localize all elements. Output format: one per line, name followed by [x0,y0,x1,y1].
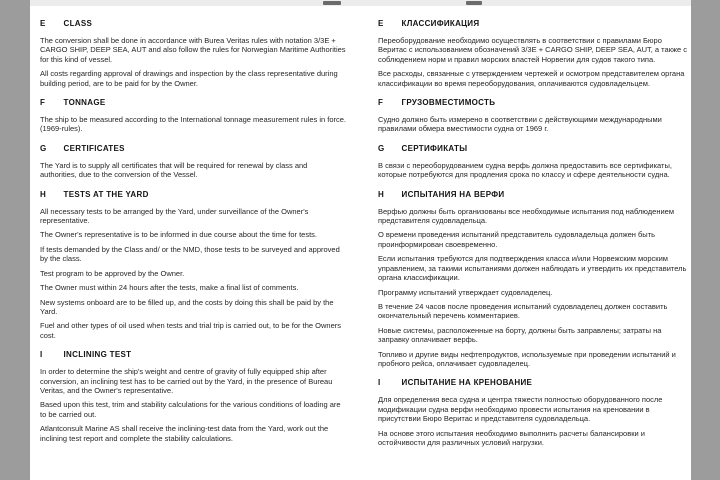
paragraph: In order to determine the ship's weight and centre of gravity of fully equipped ship after conversion, an inclining test has to be carried out by the Yard, in the presence of Bureau Veritas, and the Owner's representative. [40,367,333,395]
section-heading [40,98,346,107]
paragraph: If tests demanded by the Class and/ or the NMD, those tests to be surveyed and approved by the class. [40,244,340,264]
section-russian-e [378,19,689,88]
paragraph: The ship to be measured according to the International tonnage measurement rules in force.(1969-rules). [40,115,347,134]
paragraph: Переоборудование необходимо осуществлять в соответствии с правилами Бюро Веритас с использованием обозначений 3/3E + CARGO SHIP, DEEP SEA, AUT, а также с соблюдением норм и правил морских властей Норвегии для судов такого типа. [378,36,687,64]
section-letter: G [378,143,385,153]
paragraph: В течение 24 часов после проведения испытаний судовладелец должен составить окончательный перечень комментариев. [378,301,668,321]
paragraph: The Owner's representative is to be informed in due course about the time for tests. [40,230,317,240]
section-letter: E [378,19,384,28]
section-heading [40,19,346,28]
paragraph: The Owner must within 24 hours after the tests, make a final list of comments. [40,283,299,293]
section-letter: H [40,189,47,199]
column-english [40,19,346,452]
section-title: ИСПЫТАНИЕ НА КРЕНОВАНИЕ [401,378,533,388]
paragraph: Новые системы, расположенные на борту, должны быть заправлены; затраты на заправку оплачивает верфь. [378,325,662,345]
section-heading [40,190,346,199]
section-english-h [40,190,346,340]
section-russian-i [378,378,689,447]
section-title: КЛАССИФИКАЦИЯ [401,19,480,28]
paragraph: All costs regarding approval of drawings and inspection by the class representative during building period, are to be paid for by the Owner. [40,69,338,88]
section-letter: F [40,98,46,108]
section-english-i [40,350,346,443]
section-title: СЕРТИФИКАТЫ [401,143,468,153]
paragraph: Топливо и другие виды нефтепродуктов, используемые при проведении испытаний и пробного рейса, оплачивает судовладелец. [378,349,676,368]
section-heading [40,350,346,359]
section-heading [378,98,689,107]
paragraph: Если испытания требуются для подтверждения класса и/или Норвежским морским управлением, за такими испытаниями должен наблюдать и утвердить их представитель органа классификации. [378,254,687,283]
section-heading [40,144,346,153]
section-heading [378,190,689,199]
paragraph: Для определения веса судна и центра тяжести полностью оборудованного после модификации судна верфи необходимо провести испытания на креновании в присутствии Бюро Веритас и представителя судовладельца. [378,395,663,424]
section-title: INCLINING TEST [63,350,132,360]
section-russian-g [378,144,689,180]
paragraph: All necessary tests to be arranged by the Yard, under surveillance of the Owner's representative. [40,206,309,226]
section-english-f [40,98,346,134]
paragraph: Atlantconsult Marine AS shall receive the inclining-test data from the Yard, work out the inclining test report and complete the stability calculations. [40,424,329,443]
paragraph: На основе этого испытания необходимо выполнить расчеты балансировки и остойчивости для различных условий нагрузки. [378,428,645,447]
paragraph: Fuel and other types of oil used when tests and trial trip is carried out, to be for the Owners cost. [40,321,341,340]
section-title: CERTIFICATES [63,143,125,153]
ui-fragment-icon [323,1,341,5]
paragraph: Based upon this test, trim and stability calculations for the various conditions of loading are to be carried out. [40,400,341,419]
paragraph: О времени проведения испытаний представитель судовладельца должен быть проинформирован своевременно. [378,230,656,249]
section-english-g [40,144,346,180]
section-heading [378,378,689,387]
section-title: CLASS [63,19,93,28]
section-letter: I [378,378,381,388]
section-title: TONNAGE [63,98,106,108]
section-english-e [40,19,346,88]
document-page [30,6,691,480]
section-letter: E [40,19,46,28]
paragraph: В связи с переоборудованием судна верфь должна предоставить все сертификаты, которые потребуются для продления срока по классу и сфере деятельности судна. [378,160,672,180]
section-russian-f [378,98,689,134]
paragraph: The conversion shall be done in accordance with Burea Veritas rules with notation 3/3E + CARGO SHIP, DEEP SEA, AUT and also follow the rules for Norwegian Maritime Authorities for this kind of vessel. [40,36,346,64]
section-letter: I [40,350,43,360]
paragraph: Верфью должны быть организованы все необходимые испытания под наблюдением представителя судовладельца. [378,206,674,226]
section-letter: G [40,143,47,153]
paragraph: Test program to be approved by the Owner. [40,268,185,278]
section-heading [378,19,689,28]
section-russian-h [378,190,689,369]
paragraph: Судно должно быть измерено в соответствии с действующими международными правилами обмера вместимости судна от 1969 г. [378,115,662,134]
section-letter: F [378,98,384,108]
section-title: ГРУЗОВМЕСТИМОСТЬ [401,98,496,108]
section-title: ИСПЫТАНИЯ НА ВЕРФИ [401,189,505,199]
paragraph: Все расходы, связанные с утверждением чертежей и осмотром представителем органа классификации во время переоборудования, оплачиваются судовладельцем. [378,69,685,88]
paragraph: New systems onboard are to be filled up, and the costs by doing this shall be paid by the Yard. [40,297,334,316]
two-column-layout [30,6,691,452]
section-title: TESTS AT THE YARD [63,189,149,199]
column-russian [378,19,689,452]
section-heading [378,144,689,153]
ui-fragment-icon [466,1,482,5]
paragraph: The Yard is to supply all certificates that will be required for renewal by class and authorities, due to the conversion of the Vessel. [40,160,308,180]
top-edge-strip [30,0,691,6]
paragraph: Программу испытаний утверждает судовладелец. [378,287,553,297]
section-letter: H [378,189,385,199]
